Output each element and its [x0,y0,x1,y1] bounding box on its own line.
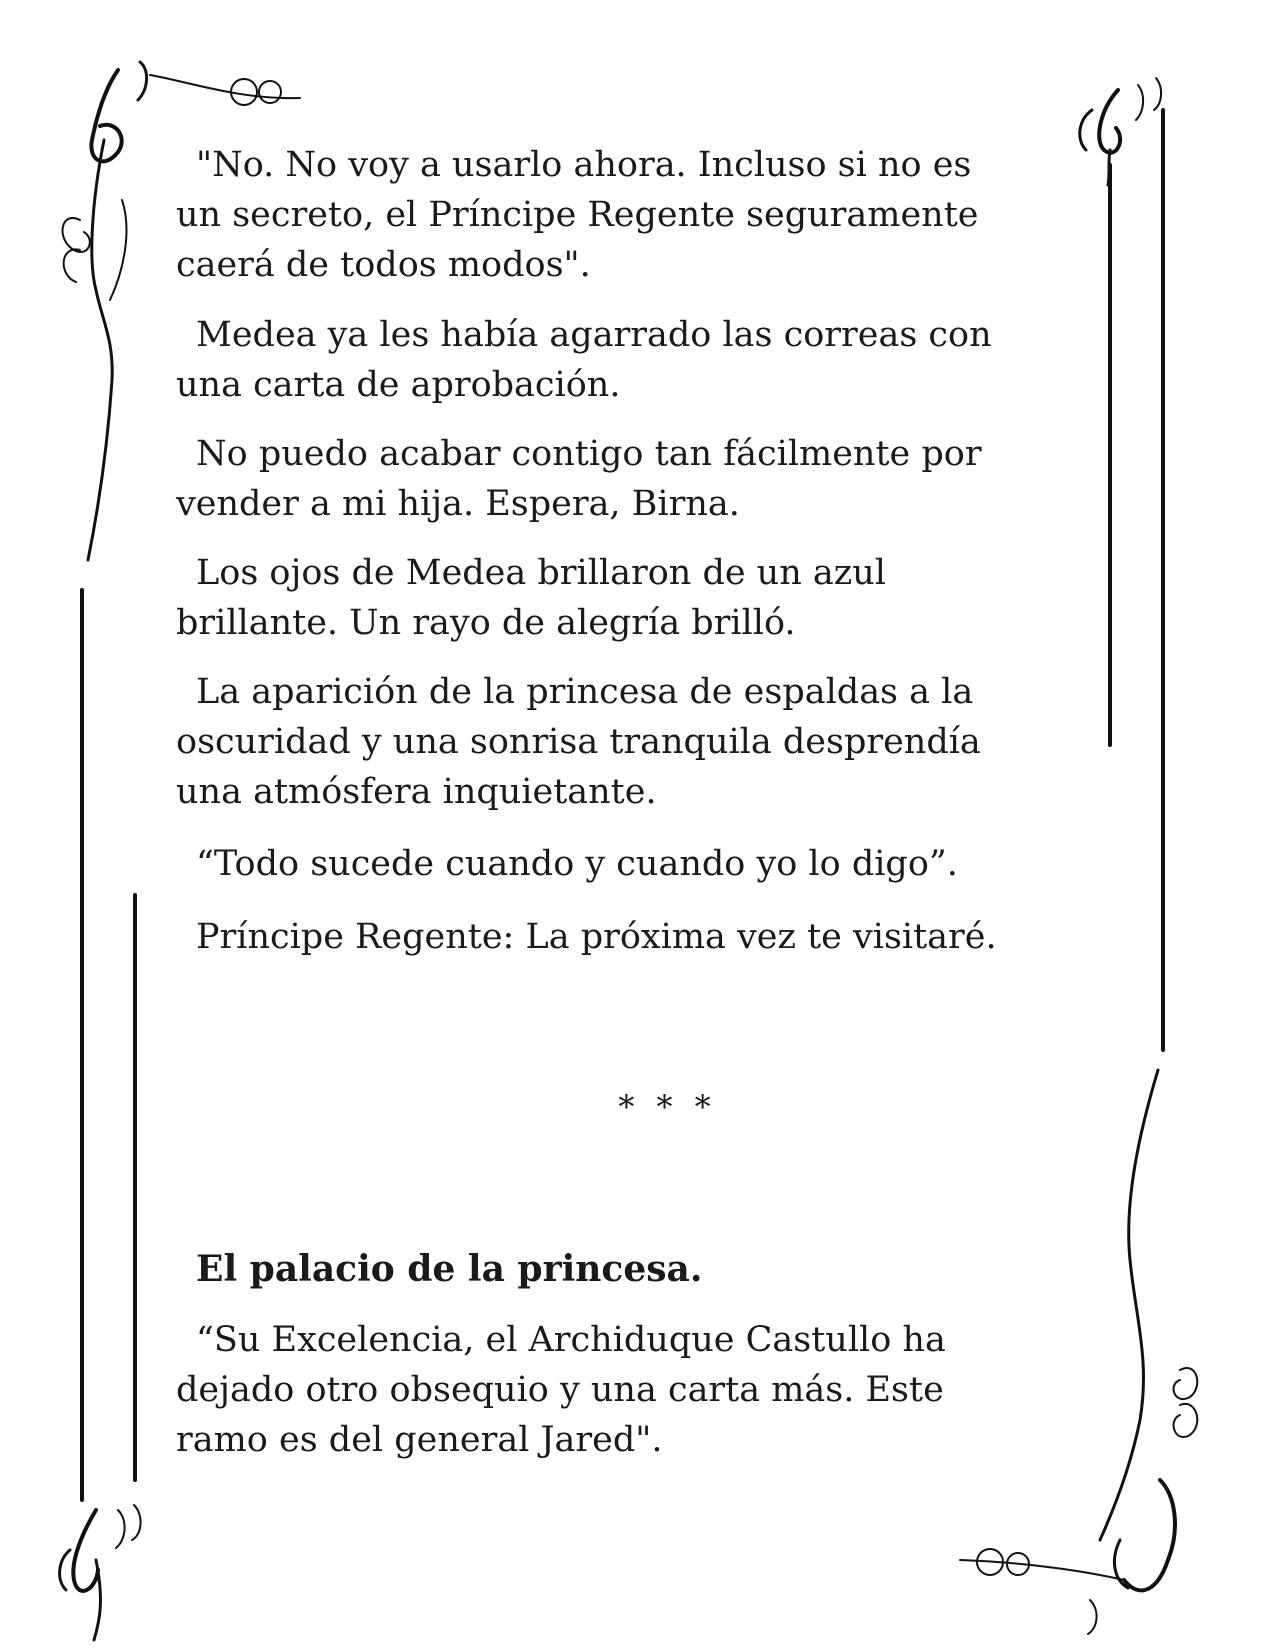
paragraph-5: La aparición de la princesa de espaldas a la oscuridad y una sonrisa tranquila desprendía una atmósfera inquietante. [176,672,981,812]
closing-paragraph: “Su Excelencia, el Archiduque Castullo ha dejado otro obsequio y una carta más. Este ramo es del general Jared". [176,1320,946,1460]
closing-text-block [176,1315,1076,1465]
section-heading: El palacio de la princesa. [196,1248,703,1290]
paragraph-3: No puedo acabar contigo tan fácilmente por vender a mi hija. Espera, Birna. [176,434,982,524]
top-right-flourish-icon [1080,78,1161,185]
story-text-block [176,140,1076,962]
bottom-left-flourish-icon [60,1505,141,1640]
paragraph-7: Príncipe Regente: La próxima vez te visitaré. [196,917,997,957]
paragraph-2: Medea ya les había agarrado las correas con una carta de aprobación. [176,315,992,405]
scene-separator: * * * [618,1088,717,1126]
paragraph-6: “Todo sucede cuando y cuando yo lo digo”. [196,844,958,884]
paragraph-4: Los ojos de Medea brillaron de un azul brillante. Un rayo de alegría brilló. [176,553,886,643]
paragraph-1: "No. No voy a usarlo ahora. Incluso si no es un secreto, el Príncipe Regente seguramente caerá de todos modos". [176,145,979,285]
